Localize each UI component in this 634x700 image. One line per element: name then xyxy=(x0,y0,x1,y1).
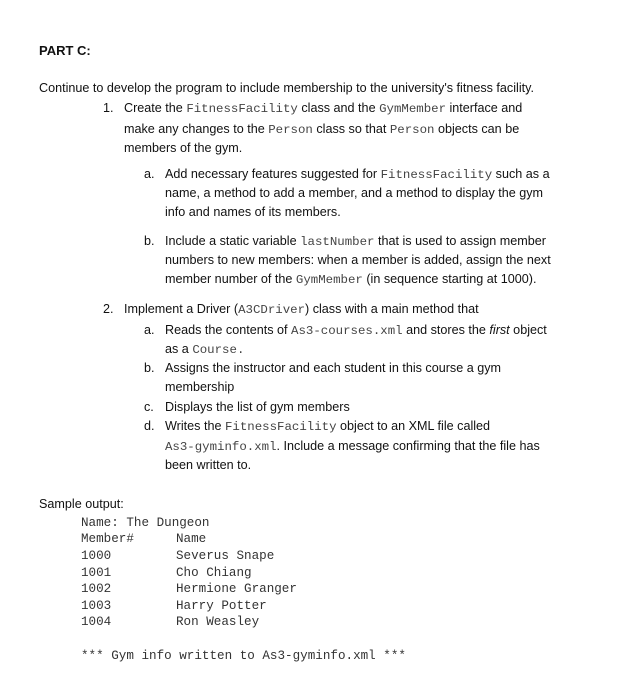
item-2a-line-2: as a Course. xyxy=(165,342,245,357)
item-1-line-3: members of the gym. xyxy=(124,141,243,155)
item-2c-letter: c. xyxy=(144,400,154,414)
item-2-number: 2. xyxy=(103,302,114,316)
sample-row-number: 1003 xyxy=(81,599,112,613)
sample-row-number: 1002 xyxy=(81,582,112,596)
item-2a-letter: a. xyxy=(144,323,155,337)
sample-row-number: 1000 xyxy=(81,549,112,563)
sample-output-label: Sample output: xyxy=(39,497,124,511)
item-1-line-2: make any changes to the Person class so that Person objects can be xyxy=(124,122,520,137)
sample-row-name: Hermione Granger xyxy=(176,582,297,596)
code-a3cdriver: A3CDriver xyxy=(238,303,305,317)
code-course: Course xyxy=(192,343,237,357)
sample-footer-message: *** Gym info written to As3-gyminfo.xml *** xyxy=(81,649,406,663)
sample-col-member: Member# xyxy=(81,532,134,546)
code-as3-courses-xml: As3-courses.xml xyxy=(291,324,403,338)
item-1b-line-3: member number of the GymMember (in sequence starting at 1000). xyxy=(165,272,537,287)
item-1a-line-1: Add necessary features suggested for FitnessFacility such as a xyxy=(165,167,550,182)
item-2d-line-2: As3-gyminfo.xml. Include a message confirming that the file has xyxy=(165,439,540,454)
item-1b-letter: b. xyxy=(144,234,155,248)
code-lastnumber: lastNumber xyxy=(300,235,375,249)
item-2d-letter: d. xyxy=(144,419,155,433)
item-1a-line-2: name, a method to add a member, and a method to display the gym xyxy=(165,186,544,200)
sample-row-name: Severus Snape xyxy=(176,549,275,563)
code-gymmember: GymMember xyxy=(379,102,446,116)
sample-row-name: Cho Chiang xyxy=(176,566,252,580)
page-heading: PART C: xyxy=(39,43,91,58)
code-gymmember: GymMember xyxy=(295,273,363,287)
code-fitnessfacility: FitnessFacility xyxy=(224,420,337,434)
sample-row-name: Ron Weasley xyxy=(176,615,260,629)
item-2-line-1: Implement a Driver (A3CDriver) class with a main method that xyxy=(124,302,479,317)
item-2c-line-1: Displays the list of gym members xyxy=(165,400,350,414)
item-2a-line-1: Reads the contents of As3-courses.xml and stores the first object xyxy=(165,323,547,338)
item-1-number: 1. xyxy=(103,101,114,115)
item-2b-line-2: membership xyxy=(165,380,235,394)
code-person: Person xyxy=(389,123,435,137)
item-2d-line-3: been written to. xyxy=(165,458,252,472)
sample-name-line: Name: The Dungeon xyxy=(81,516,210,530)
item-1b-line-2: numbers to new members: when a member is added, assign the next xyxy=(165,253,551,267)
sample-col-name: Name xyxy=(176,532,207,546)
code-fitnessfacility: FitnessFacility xyxy=(186,102,298,116)
sample-row-name: Harry Potter xyxy=(176,599,267,613)
item-2b-letter: b. xyxy=(144,361,155,375)
sample-row-number: 1004 xyxy=(81,615,112,629)
item-2b-line-1: Assigns the instructor and each student in this course a gym xyxy=(165,361,502,375)
item-1-line-1: Create the FitnessFacility class and the GymMember interface and xyxy=(124,101,523,116)
item-1a-letter: a. xyxy=(144,167,155,181)
intro-text: Continue to develop the program to include membership to the university's fitness facility. xyxy=(39,81,534,95)
code-as3-gyminfo-xml: As3-gyminfo.xml xyxy=(165,440,277,454)
code-person: Person xyxy=(268,123,313,137)
sample-row-number: 1001 xyxy=(81,566,112,580)
item-2d-line-1: Writes the FitnessFacility object to an XML file called xyxy=(165,419,491,434)
item-1b-line-1: Include a static variable lastNumber that is used to assign member xyxy=(165,234,546,249)
item-1a-line-3: info and names of its members. xyxy=(165,205,341,219)
code-fitnessfacility: FitnessFacility xyxy=(380,168,493,182)
